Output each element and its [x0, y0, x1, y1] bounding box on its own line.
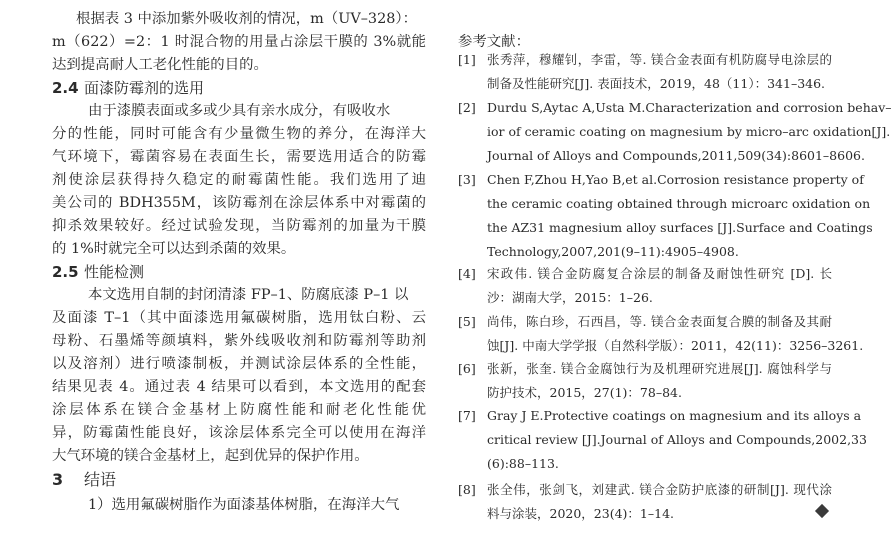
reference-line: Durdu S,Aytac A,Usta M.Characterization and corrosion behav–: [487, 100, 892, 115]
references-title: 参考文献：: [458, 34, 530, 50]
reference-line: 张秀萍，穆耀钊，李雷，等. 镁合金表面有机防腐导电涂层的: [487, 52, 832, 67]
paragraph-line: 以及溶剂）进行喷漆制板，并测试涂层体系的全性能，: [52, 356, 426, 372]
paragraph-line: 气环境下，霉菌容易在表面生长，需要选用适合的防霉: [52, 149, 426, 165]
reference-line: 张全伟，张剑飞，刘建武. 镁合金防护底漆的研制[J]. 现代涂: [487, 482, 832, 497]
paragraph-line: 结果见表 4。通过表 4 结果可以看到，本文选用的配套: [52, 379, 426, 395]
paragraph-line: 由于漆膜表面或多或少具有亲水成分，有吸收水: [88, 103, 391, 119]
reference-line: Gray J E.Protective coatings on magnesium and its alloys a: [487, 408, 862, 423]
reference-line: 料与涂装，2020，23(4)：1–14.: [487, 506, 675, 521]
reference-line: 尚伟，陈白珍，石西昌，等. 镁合金表面复合膜的制备及其耐: [487, 314, 832, 329]
paragraph-line: 美公司的 BDH355M，该防霉剂在涂层体系中对霉菌的: [52, 195, 426, 211]
reference-line: 沙：湖南大学，2015：1–26.: [487, 290, 653, 305]
paragraph-line: 及面漆 T–1（其中面漆选用氟碳树脂，选用钛白粉、云: [52, 310, 426, 326]
paragraph-line: 母粉、石墨烯等颜填料，紫外线吸收剂和防霉剂等助剂: [52, 333, 426, 349]
paragraph-line: 抑杀效果较好。经过试验发现，当防霉剂的加量为干膜: [52, 218, 426, 234]
section-number: 2.5: [52, 263, 79, 281]
reference-line: (6):88–113.: [487, 456, 559, 471]
paragraph-line: 大气环境的镁合金基材上，起到优异的保护作用。: [52, 448, 369, 464]
section-title: 面漆防霉剂的选用: [84, 79, 205, 97]
reference-line: the AZ31 magnesium alloy surfaces [J].Surface and Coatings: [487, 220, 873, 235]
reference-index: [1]: [458, 52, 476, 67]
section-heading-2-5: [52, 261, 426, 283]
reference-line: critical review [J].Journal of Alloys and Compounds,2002,33: [487, 432, 867, 447]
reference-index: [3]: [458, 172, 476, 187]
reference-line: 张新，张奎. 镁合金腐蚀行为及机理研究进展[J]. 腐蚀科学与: [487, 361, 832, 376]
reference-line: Technology,2007,201(9–11):4905–4908.: [487, 244, 739, 259]
section-heading-3: [52, 469, 426, 491]
paragraph-line: m（622）=2：1 时混合物的用量占涂层干膜的 3%就能: [52, 34, 426, 50]
reference-index: [4]: [458, 266, 476, 281]
section-number: 3: [52, 470, 64, 489]
paragraph-line: 涂层体系在镁合金基材上防腐性能和耐老化性能优: [52, 402, 426, 418]
paragraph-line: 剂使涂层获得持久稳定的耐霉菌性能。我们选用了迪: [52, 172, 426, 188]
paragraph-line: 的 1%时就完全可以达到杀菌的效果。: [52, 241, 296, 257]
reference-line: Chen F,Zhou H,Yao B,et al.Corrosion resistance property of: [487, 172, 864, 187]
reference-index: [8]: [458, 482, 476, 497]
section-title: 性能检测: [84, 263, 145, 281]
paragraph-line: 本文选用自制的封闭清漆 FP–1、防腐底漆 P–1 以: [88, 287, 409, 303]
reference-index: [2]: [458, 100, 476, 115]
paragraph-line: 1）选用氟碳树脂作为面漆基体树脂，在海洋大气: [88, 497, 400, 513]
section-title: 结语: [84, 470, 117, 489]
reference-line: ior of ceramic coating on magnesium by micro–arc oxidation[J].: [487, 124, 891, 139]
paragraph-line: 异，防霉菌性能良好，该涂层体系完全可以使用在海洋: [52, 425, 426, 441]
reference-line: Journal of Alloys and Compounds,2011,509(34):8601–8606.: [487, 148, 865, 163]
reference-line: 防护技术，2015，27(1)：78–84.: [487, 385, 682, 400]
reference-index: [5]: [458, 314, 476, 329]
paragraph-line: 根据表 3 中添加紫外吸收剂的情况，m（UV–328）：: [76, 11, 417, 27]
reference-line: 蚀[J]. 中南大学学报（自然科学版）：2011，42(11)：3256–3261.: [487, 338, 864, 353]
paragraph-line: 达到提高耐人工老化性能的目的。: [52, 57, 268, 73]
paragraph-line: 分的性能，同时可能含有少量微生物的养分，在海洋大: [52, 126, 426, 142]
section-heading-2-4: [52, 77, 426, 99]
reference-index: [6]: [458, 361, 476, 376]
reference-line: 宋政伟. 镁合金防腐复合涂层的制备及耐蚀性研究 [D]. 长: [487, 266, 832, 281]
reference-line: the ceramic coating obtained through microarc oxidation on: [487, 196, 871, 211]
section-number: 2.4: [52, 79, 79, 97]
reference-line: 制备及性能研究[J]. 表面技术，2019，48（11）：341–346.: [487, 76, 826, 91]
reference-index: [7]: [458, 408, 476, 423]
